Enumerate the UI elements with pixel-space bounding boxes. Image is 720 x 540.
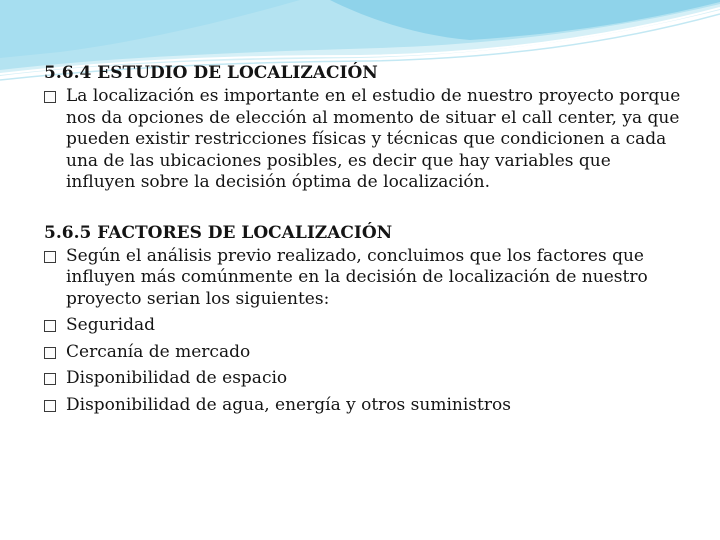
list-item	[44, 246, 684, 311]
slide-content	[44, 62, 684, 416]
section-heading-factores: 5.6.5 FACTORES DE LOCALIZACIÓN	[44, 222, 393, 243]
list-item-text: La localización es importante en el estudio de nuestro proyecto porque nos da opciones de elección al momento de situar el call center, ya que pueden existir restricciones físicas y técnicas que condicionen a cada una de las ubicaciones posibles, es decir que hay variables que influyen sobre la decisión óptima de localización.	[66, 86, 681, 192]
bullet-box-icon	[44, 251, 56, 263]
list-item-text: Disponibilidad de espacio	[66, 368, 288, 388]
list-item	[44, 315, 684, 337]
list-item-text: Disponibilidad de agua, energía y otros suministros	[66, 394, 511, 415]
list-item	[44, 368, 684, 390]
list-item-text: Seguridad	[66, 315, 156, 335]
bullet-box-icon	[44, 91, 56, 103]
bullet-box-icon	[44, 400, 56, 412]
list-item	[44, 342, 684, 364]
list-item	[44, 395, 684, 417]
section-heading-estudio: 5.6.4 ESTUDIO DE LOCALIZACIÓN	[44, 63, 378, 83]
list-item-text: Cercanía de mercado	[66, 341, 251, 362]
list-item	[44, 86, 684, 194]
bullet-box-icon	[44, 373, 56, 385]
bullet-box-icon	[44, 347, 56, 359]
bullet-box-icon	[44, 320, 56, 332]
list-item-text: Según el análisis previo realizado, concluimos que los factores que influyen más comúnmente en la decisión de localización de nuestro proyecto serian los siguientes:	[66, 245, 648, 309]
